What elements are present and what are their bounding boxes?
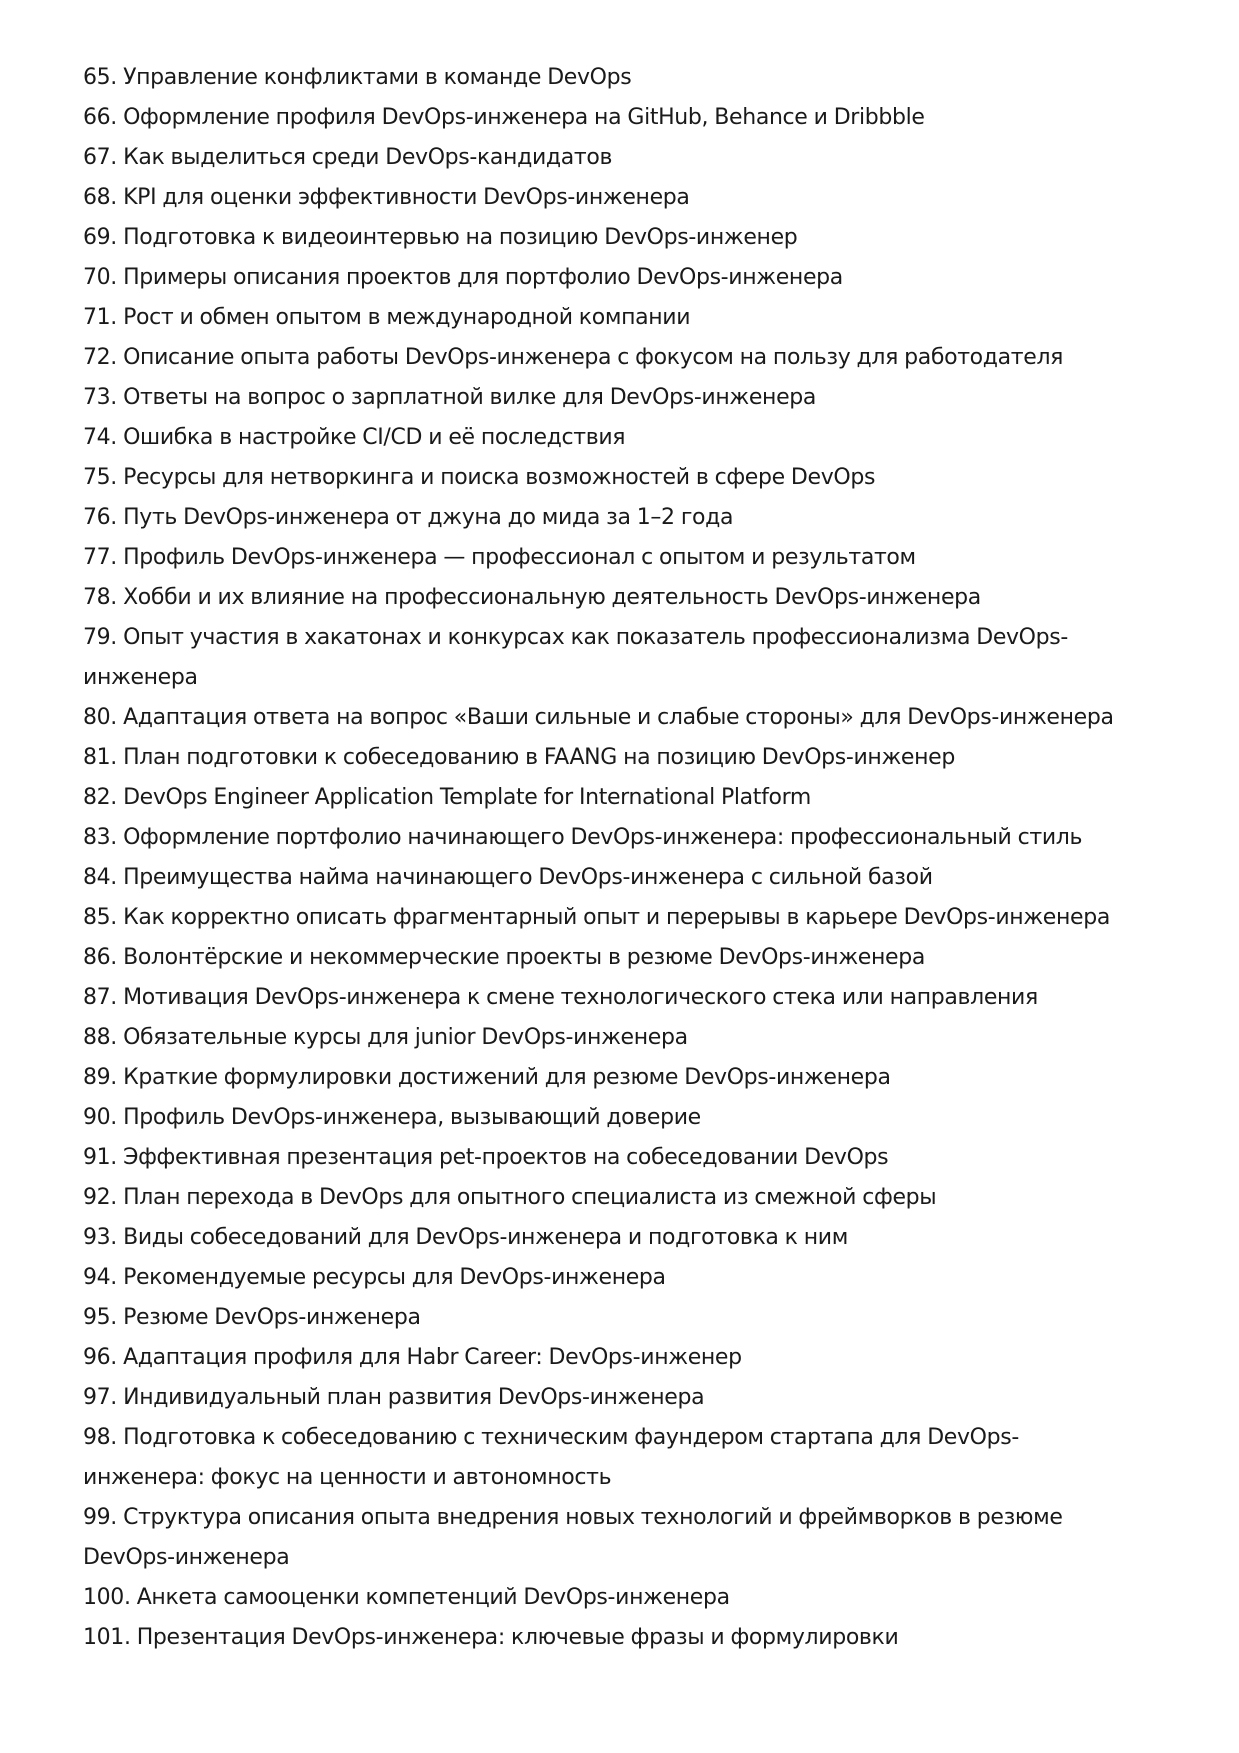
list-item: 95. Резюме DevOps-инженера [83, 1305, 421, 1330]
list-item: 69. Подготовка к видеоинтервью на позицию DevOps-инженер [83, 225, 798, 250]
list-item: 94. Рекомендуемые ресурсы для DevOps-инженера [83, 1265, 666, 1290]
list-item: 90. Профиль DevOps-инженера, вызывающий доверие [83, 1105, 701, 1130]
list-item: 89. Краткие формулировки достижений для резюме DevOps-инженера [83, 1065, 891, 1090]
list-item: 79. Опыт участия в хакатонах и конкурсах как показатель профессионализма DevOps-инженера [83, 625, 1068, 690]
list-item: 98. Подготовка к собеседованию с техническим фаундером стартапа для DevOps-инженера: фокус на ценности и автономность [83, 1425, 1019, 1490]
topic-list [83, 58, 1129, 1658]
list-item: 92. План перехода в DevOps для опытного специалиста из смежной сферы [83, 1185, 937, 1210]
list-item: 82. DevOps Engineer Application Template for International Platform [83, 785, 811, 810]
list-item: 78. Хобби и их влияние на профессиональную деятельность DevOps-инженера [83, 585, 981, 610]
list-item: 72. Описание опыта работы DevOps-инженера с фокусом на пользу для работодателя [83, 345, 1064, 370]
list-item: 96. Адаптация профиля для Habr Career: DevOps-инженер [83, 1345, 742, 1370]
list-item: 77. Профиль DevOps-инженера — профессионал с опытом и результатом [83, 545, 916, 570]
list-item: 88. Обязательные курсы для junior DevOps-инженера [83, 1025, 688, 1050]
list-item: 76. Путь DevOps-инженера от джуна до мида за 1–2 года [83, 505, 734, 530]
list-item: 66. Оформление профиля DevOps-инженера на GitHub, Behance и Dribbble [83, 105, 925, 130]
list-item: 67. Как выделиться среди DevOps-кандидатов [83, 145, 613, 170]
list-item: 65. Управление конфликтами в команде DevOps [83, 65, 632, 90]
list-item: 85. Как корректно описать фрагментарный опыт и перерывы в карьере DevOps-инженера [83, 905, 1110, 930]
list-item: 93. Виды собеседований для DevOps-инженера и подготовка к ним [83, 1225, 848, 1250]
list-item: 80. Адаптация ответа на вопрос «Ваши сильные и слабые стороны» для DevOps-инженера [83, 705, 1114, 730]
list-item: 74. Ошибка в настройке CI/CD и её последствия [83, 425, 626, 450]
list-item: 99. Структура описания опыта внедрения новых технологий и фреймворков в резюме DevOps-инженера [83, 1505, 1063, 1570]
list-item: 73. Ответы на вопрос о зарплатной вилке для DevOps-инженера [83, 385, 817, 410]
list-item: 83. Оформление портфолио начинающего DevOps-инженера: профессиональный стиль [83, 825, 1083, 850]
list-item: 81. План подготовки к собеседованию в FAANG на позицию DevOps-инженер [83, 745, 955, 770]
list-item: 87. Мотивация DevOps-инженера к смене технологического стека или направления [83, 985, 1038, 1010]
list-item: 68. KPI для оценки эффективности DevOps-инженера [83, 185, 690, 210]
list-item: 101. Презентация DevOps-инженера: ключевые фразы и формулировки [83, 1625, 899, 1650]
list-item: 75. Ресурсы для нетворкинга и поиска возможностей в сфере DevOps [83, 465, 876, 490]
list-item: 97. Индивидуальный план развития DevOps-инженера [83, 1385, 705, 1410]
list-item: 86. Волонтёрские и некоммерческие проекты в резюме DevOps-инженера [83, 945, 925, 970]
list-item: 91. Эффективная презентация pet-проектов на собеседовании DevOps [83, 1145, 889, 1170]
list-item: 71. Рост и обмен опытом в международной компании [83, 305, 691, 330]
list-item: 84. Преимущества найма начинающего DevOps-инженера с сильной базой [83, 865, 933, 890]
list-item: 70. Примеры описания проектов для портфолио DevOps-инженера [83, 265, 843, 290]
list-item: 100. Анкета самооценки компетенций DevOps-инженера [83, 1585, 730, 1610]
